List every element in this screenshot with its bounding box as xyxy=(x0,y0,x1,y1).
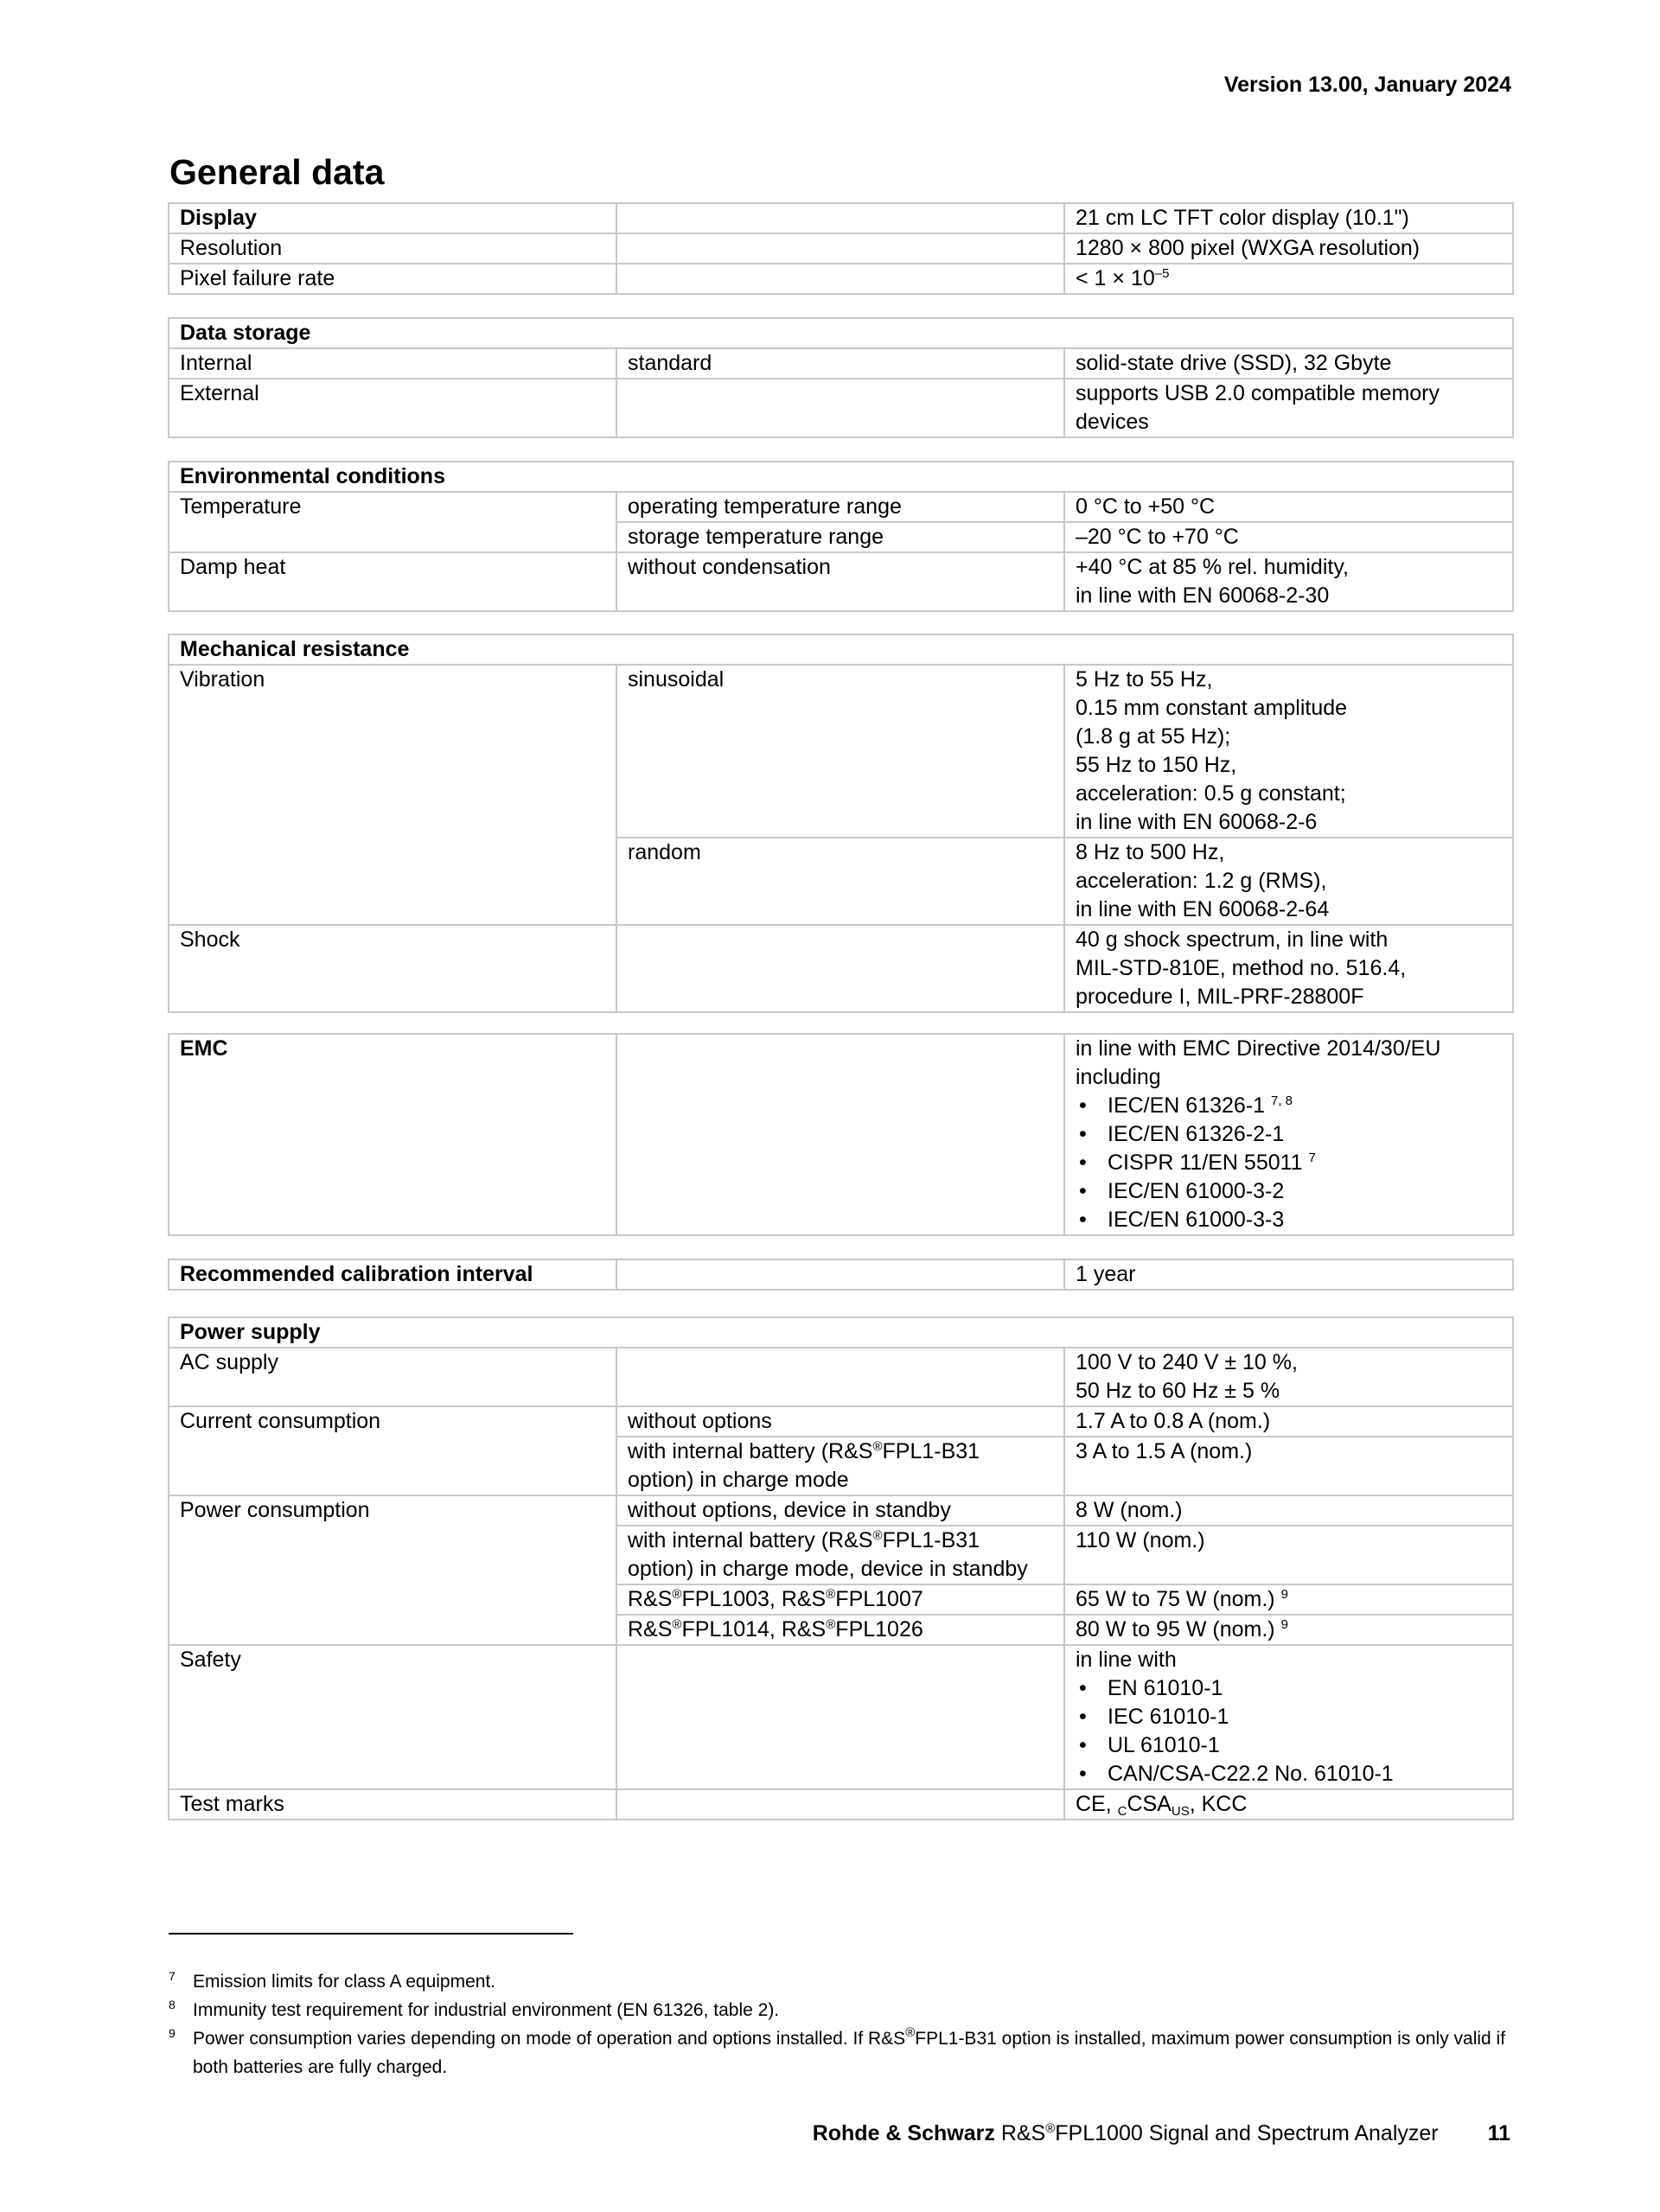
spec-value: 110 W (nom.) xyxy=(1064,1526,1513,1584)
table-row xyxy=(169,665,1513,838)
list-item: • IEC/EN 61000-3-3 xyxy=(1076,1206,1502,1234)
spec-value: in line with EMC Directive 2014/30/EU including • IEC/EN 61326-1 $^{7, 8}$ • IEC/EN 61326-2-1 • CISPR 11/EN 55011 $^7$ • IEC/EN 61000-3-2 • IEC/EN 61000-3-3 xyxy=(1064,1034,1513,1235)
spec-value: 3 A to 1.5 A (nom.) xyxy=(1064,1437,1513,1495)
section-heading: Power supply xyxy=(169,1317,1513,1348)
table-row xyxy=(169,348,1513,379)
section-heading: Environmental conditions xyxy=(169,462,1513,492)
spec-value: solid-state drive (SSD), 32 Gbyte xyxy=(1064,348,1513,379)
spec-label: External xyxy=(169,379,616,437)
company-name: Rohde & Schwarz xyxy=(812,2121,995,2145)
standards-list xyxy=(1076,1674,1502,1788)
spec-value: < $1 \times 10^{-5}$ xyxy=(1064,264,1513,294)
display-table xyxy=(168,202,1514,295)
spec-value: +40 °C at 85 % rel. humidity, in line with EN 60068-2-30 xyxy=(1064,552,1513,611)
table-row xyxy=(169,925,1513,1012)
data-storage-table xyxy=(168,317,1514,438)
spec-condition: random xyxy=(616,838,1064,925)
table-row xyxy=(169,462,1513,492)
table-row xyxy=(169,233,1513,264)
list-item: • IEC 61010-1 xyxy=(1076,1703,1502,1731)
spec-condition: R&S®FPL1014, R&S®FPL1026 xyxy=(616,1615,1064,1645)
document-version: Version 13.00, January 2024 xyxy=(1223,73,1511,97)
section-heading: Display xyxy=(169,203,616,233)
table-row xyxy=(169,1317,1513,1348)
table-row xyxy=(169,318,1513,348)
spec-value: supports USB 2.0 compatible memory devices xyxy=(1064,379,1513,437)
section-heading: Data storage xyxy=(169,318,1513,348)
power-table xyxy=(168,1316,1514,1820)
page-footer xyxy=(813,2121,1510,2146)
footnotes xyxy=(169,1967,1517,2081)
footnote-separator xyxy=(169,1933,573,1935)
spec-value: 5 Hz to 55 Hz, 0.15 mm constant amplitude (1.8 g at 55 Hz); 55 Hz to 150 Hz, acceleration: 0.5 g constant; in line with EN 60068-2-6 xyxy=(1064,665,1513,838)
table-row xyxy=(169,492,1513,522)
spec-condition: with internal battery (R&S®FPL1-B31 option) in charge mode xyxy=(616,1437,1064,1495)
list-item: • IEC/EN 61000-3-2 xyxy=(1076,1177,1502,1206)
section-heading: Mechanical resistance xyxy=(169,634,1513,665)
spec-value: 1 year xyxy=(1064,1259,1513,1290)
spec-value: –20 °C to +70 °C xyxy=(1064,522,1513,552)
spec-condition: operating temperature range xyxy=(616,492,1064,522)
table-row xyxy=(169,634,1513,665)
spec-condition: without options xyxy=(616,1406,1064,1437)
footnote-ref: 7, 8 xyxy=(1271,1093,1293,1108)
spec-condition: without options, device in standby xyxy=(616,1495,1064,1526)
spec-value: 8 W (nom.) xyxy=(1064,1495,1513,1526)
table-row xyxy=(169,1348,1513,1406)
spec-condition: R&S®FPL1003, R&S®FPL1007 xyxy=(616,1584,1064,1615)
spec-value: in line with • EN 61010-1 • IEC 61010-1 • UL 61010-1 • CAN/CSA-C22.2 No. 61010-1 xyxy=(1064,1645,1513,1789)
spec-condition: storage temperature range xyxy=(616,522,1064,552)
table-row xyxy=(169,552,1513,611)
exponent: –5 xyxy=(1154,266,1170,281)
spec-value: 0 °C to +50 °C xyxy=(1064,492,1513,522)
spec-label: Test marks xyxy=(169,1789,616,1820)
list-item: • CISPR 11/EN 55011 $^7$ xyxy=(1076,1149,1502,1177)
spec-value: 1.7 A to 0.8 A (nom.) xyxy=(1064,1406,1513,1437)
spec-value: 80 W to 95 W (nom.) $^9$ xyxy=(1064,1615,1513,1645)
section-heading: EMC xyxy=(169,1034,616,1235)
product-name: R&S®FPL1000 Signal and Spectrum Analyzer xyxy=(1000,2121,1439,2145)
spec-label: Pixel failure rate xyxy=(169,264,616,294)
table-row xyxy=(169,1495,1513,1526)
table-row xyxy=(169,1034,1513,1235)
spec-value: 21 cm LC TFT color display (10.1") xyxy=(1064,203,1513,233)
spec-condition: with internal battery (R&S®FPL1-B31 option) in charge mode, device in standby xyxy=(616,1526,1064,1584)
list-item: • EN 61010-1 xyxy=(1076,1674,1502,1703)
spec-label: Current consumption xyxy=(169,1406,616,1495)
emc-table xyxy=(168,1033,1514,1236)
spec-label: Shock xyxy=(169,925,616,1012)
table-row xyxy=(169,1406,1513,1437)
footnote: 8 Immunity test requirement for industrial environment (EN 61326, table 2). xyxy=(169,1998,780,2020)
mechanical-table xyxy=(168,634,1514,1013)
spec-label: Internal xyxy=(169,348,616,379)
spec-condition: sinusoidal xyxy=(616,665,1064,838)
list-item: • IEC/EN 61326-1 $^{7, 8}$ xyxy=(1076,1092,1502,1120)
spec-value: 65 W to 75 W (nom.) $^9$ xyxy=(1064,1584,1513,1615)
table-row xyxy=(169,1259,1513,1290)
spec-label: AC supply xyxy=(169,1348,616,1406)
page-number: 11 xyxy=(1487,2121,1510,2145)
list-item: • IEC/EN 61326-2-1 xyxy=(1076,1120,1502,1149)
footnote: 7 Emission limits for class A equipment. xyxy=(169,1969,496,1992)
table-row xyxy=(169,264,1513,294)
spec-value: CE, $_CCSA_{US}$, KCC xyxy=(1064,1789,1513,1820)
footnote-ref: 9 xyxy=(1280,1587,1288,1602)
environmental-table xyxy=(168,461,1514,612)
section-heading: Recommended calibration interval xyxy=(169,1259,616,1290)
spec-value: 40 g shock spectrum, in line with MIL-STD-810E, method no. 516.4, procedure I, MIL-PRF-28800F xyxy=(1064,925,1513,1012)
table-row xyxy=(169,1789,1513,1820)
footnote-ref: 9 xyxy=(1280,1617,1288,1632)
spec-value: 8 Hz to 500 Hz, acceleration: 1.2 g (RMS), in line with EN 60068-2-64 xyxy=(1064,838,1513,925)
page-title: General data xyxy=(169,152,385,192)
spec-label: Temperature xyxy=(169,492,616,552)
list-item: • UL 61010-1 xyxy=(1076,1731,1502,1760)
spec-condition: without condensation xyxy=(616,552,1064,611)
table-row xyxy=(169,379,1513,437)
spec-value: 100 V to 240 V ± 10 %, 50 Hz to 60 Hz ± 5 % xyxy=(1064,1348,1513,1406)
spec-label: Damp heat xyxy=(169,552,616,611)
calibration-table xyxy=(168,1259,1514,1291)
spec-condition: standard xyxy=(616,348,1064,379)
standards-list xyxy=(1076,1092,1502,1234)
spec-label: Resolution xyxy=(169,233,616,264)
spec-value: 1280 × 800 pixel (WXGA resolution) xyxy=(1064,233,1513,264)
table-row xyxy=(169,203,1513,233)
spec-label: Power consumption xyxy=(169,1495,616,1645)
table-row xyxy=(169,1645,1513,1789)
footnote-ref: 7 xyxy=(1308,1151,1316,1165)
spec-label: Vibration xyxy=(169,665,616,925)
spec-label: Safety xyxy=(169,1645,616,1789)
footnote: 9 Power consumption varies depending on mode of operation and options installed. If R&S®FPL1-B31 option is installed, maximum power consumption is only valid if both batteries are fully charged. xyxy=(169,2025,1506,2077)
list-item: • CAN/CSA-C22.2 No. 61010-1 xyxy=(1076,1760,1502,1788)
